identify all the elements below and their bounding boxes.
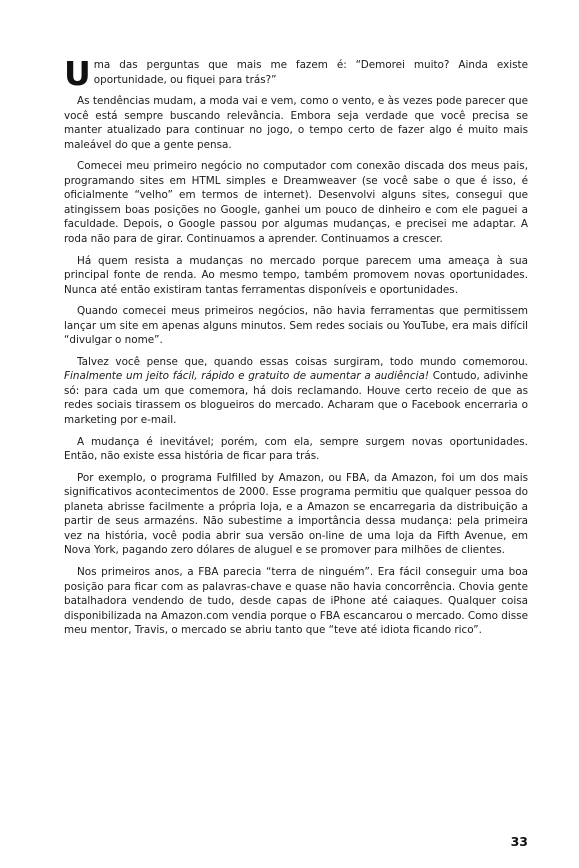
paragraph-7-text: A mudança é inevitável; porém, com ela, sempre surgem novas oportunidades. Então, não existe essa história de ficar para trás. <box>64 435 528 463</box>
paragraph-6 <box>64 355 528 428</box>
paragraph-7 <box>64 435 528 464</box>
paragraph-8-text: Por exemplo, o programa Fulfilled by Amazon, ou FBA, da Amazon, foi um dos mais significativos acontecimentos de 2000. Esse programa permitiu que qualquer pessoa do planeta abrisse facilmente a própria loja, e a Amazon se encarregaria da distribuição a partir de seus armazéns. Não subestime a importância dessa mudança: pela primeira vez na história, você podia abrir sua versão on-line de uma loja da Fifth Avenue, em Nova York, pagando zero dólares de aluguel e se promover para milhões de clientes. <box>64 471 528 557</box>
paragraph-9 <box>64 565 528 638</box>
paragraph-9-text: Nos primeiros anos, a FBA parecia “terra de ninguém”. Era fácil conseguir uma boa posição para ficar com as palavras-chave e quase não havia concorrência. Chovia gente batalhadora vendendo de tudo, desde capas de iPhone até caiaques. Qualquer coisa disponibilizada na Amazon.com vendia porque o FBA escancarou o mercado. Como disse meu mentor, Travis, o mercado se abriu tanto que “teve até idiota ficando rico”. <box>64 566 528 636</box>
paragraph-5 <box>64 304 528 348</box>
page-number: 33 <box>510 834 528 849</box>
paragraph-6-italic-quote: Finalmente um jeito fácil, rápido e gratuito de aumentar a audiência! <box>64 370 429 383</box>
page-body <box>64 54 528 645</box>
paragraph-1 <box>64 54 528 93</box>
paragraph-3 <box>64 159 528 246</box>
paragraph-2-text: As tendências mudam, a moda vai e vem, como o vento, e às vezes pode parecer que você está sempre buscando relevância. Embora seja verdade que você precisa se manter atualizado para continuar no jogo, o tempo certo de fazer algo é muito mais maleável do que a gente pensa. <box>64 95 528 151</box>
paragraph-5-text: Quando comecei meus primeiros negócios, não havia ferramentas que permitissem lançar um site em apenas alguns minutos. Sem redes sociais ou YouTube, era mais difícil “divulgar o nome”. <box>64 305 528 347</box>
dropcap-letter: U <box>64 54 91 93</box>
paragraph-6-text-b: Contudo, adivinhe só: para cada um que comemora, há dois reclamando. Houve certo receio de que as redes sociais tirassem os blogueiros do mercado. Acharam que o Facebook encerraria o marketing por e-mail. <box>64 370 528 426</box>
paragraph-4 <box>64 254 528 298</box>
paragraph-2 <box>64 94 528 152</box>
paragraph-1-text: ma das perguntas que mais me fazem é: “Demorei muito? Ainda existe oportunidade, ou fiquei para trás?” <box>93 59 528 86</box>
paragraph-6-text-a: Talvez você pense que, quando essas coisas surgiram, todo mundo comemorou. <box>77 355 528 368</box>
paragraph-4-text: Há quem resista a mudanças no mercado porque parecem uma ameaça à sua principal fonte de renda. Ao mesmo tempo, também promovem novas oportunidades. Nunca até então existiram tantas ferramentas disponíveis e oportunidades. <box>64 254 528 296</box>
paragraph-8 <box>64 471 528 558</box>
paragraph-3-text: Comecei meu primeiro negócio no computador com conexão discada dos meus pais, programando sites em HTML simples e Dreamweaver (se você sabe o que é isso, é oficialmente “velho” em termos de internet). Desenvolvi alguns sites, consegui que atingissem boas posições no Google, ganhei um pouco de dinheiro e com ele paguei a faculdade. Depois, o Google passou por algumas mudanças, e precisei me adaptar. A roda não para de girar. Continuamos a aprender. Continuamos a crescer. <box>64 160 528 245</box>
